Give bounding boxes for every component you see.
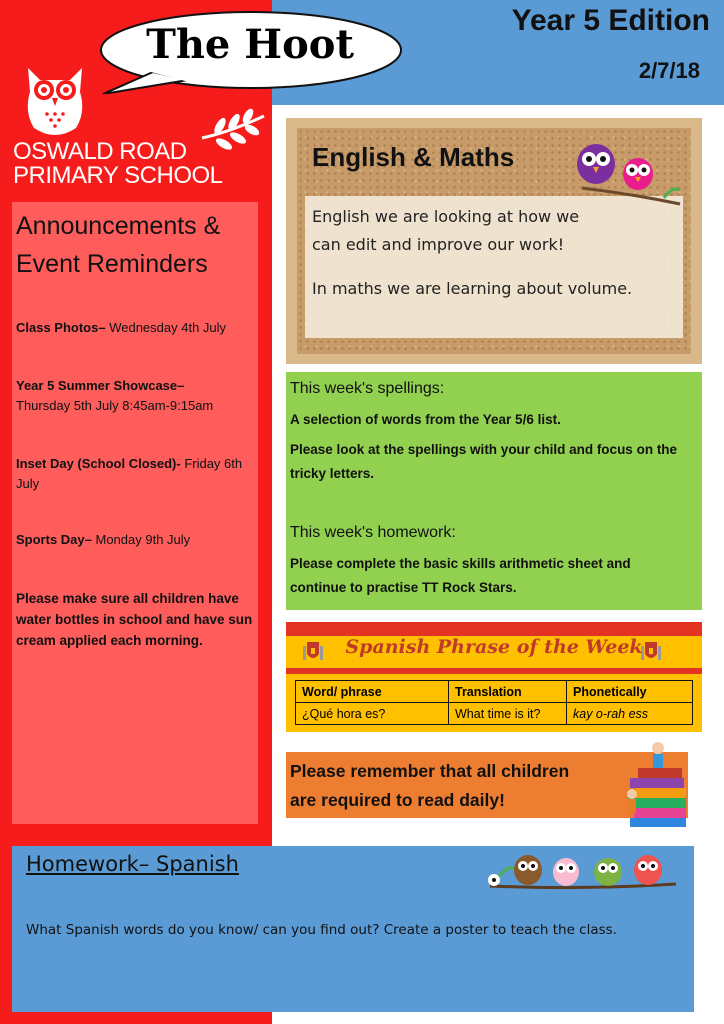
flag-stripe: [286, 622, 702, 636]
table-header-row: [296, 681, 693, 703]
issue-date: 2/7/18: [638, 58, 700, 83]
reminder-note: Please make sure all children have water bottles in school and have sun cream applied each morning.: [16, 591, 253, 648]
column-header: Word/ phrase: [296, 681, 449, 703]
announcements-panel: [12, 202, 258, 824]
reading-line1: Please remember that all children: [290, 761, 570, 781]
spellings-line1: A selection of words from the Year 5/6 list.: [290, 412, 561, 427]
school-name-line2: PRIMARY SCHOOL: [13, 162, 223, 189]
owls-on-branch-icon: [484, 846, 680, 896]
event-item: Sports Day– Monday 9th July: [16, 532, 191, 547]
leaf-branch-icon: [200, 108, 266, 152]
phonetic-cell: kay o-rah ess: [567, 703, 693, 725]
spellings-line2: Please look at the spellings with your child and focus on the tricky letters.: [290, 442, 678, 481]
homework-spanish-heading: Homework– Spanish: [26, 852, 239, 876]
owls-on-branch-icon: [572, 138, 684, 208]
event-item: Inset Day (School Closed)- Friday 6th July: [16, 456, 243, 491]
reading-reminder-text: [290, 757, 630, 815]
homework-heading: This week's homework:: [290, 524, 456, 541]
table-row: [296, 703, 693, 725]
english-text-line2: can edit and improve our work!: [312, 235, 565, 254]
school-name-line1: OSWALD ROAD: [13, 138, 187, 165]
reading-line2: are required to read daily!: [290, 790, 505, 810]
edition-label: Year 5 Edition: [511, 4, 710, 37]
column-header: Translation: [449, 681, 567, 703]
phrase-table: [295, 680, 693, 725]
newsletter-title: The Hoot: [146, 21, 354, 68]
homework-spanish-text: What Spanish words do you know/ can you find out? Create a poster to teach the class.: [26, 922, 617, 938]
homework-text: Please complete the basic skills arithmetic sheet and continue to practise TT Rock Stars.: [290, 556, 631, 595]
event-item: Year 5 Summer Showcase– Thursday 5th July 8:45am-9:15am: [16, 378, 214, 413]
book-stack-icon: [624, 736, 696, 830]
phrase-cell: ¿Qué hora es?: [296, 703, 449, 725]
event-item: Class Photos– Wednesday 4th July: [16, 320, 227, 335]
maths-text: In maths we are learning about volume.: [312, 279, 633, 298]
column-header: Phonetically: [567, 681, 693, 703]
announcements-heading: Announcements & Event Reminders: [16, 212, 221, 278]
spanish-phrase-heading: Spanish Phrase of the Week: [345, 636, 643, 658]
owl-logo-icon: [20, 62, 90, 142]
spellings-heading: This week's spellings:: [290, 380, 445, 397]
flag-stripe: [286, 668, 702, 674]
english-text-line1: English we are looking at how we: [312, 207, 580, 226]
english-maths-heading: English & Maths: [312, 142, 515, 172]
translation-cell: What time is it?: [449, 703, 567, 725]
